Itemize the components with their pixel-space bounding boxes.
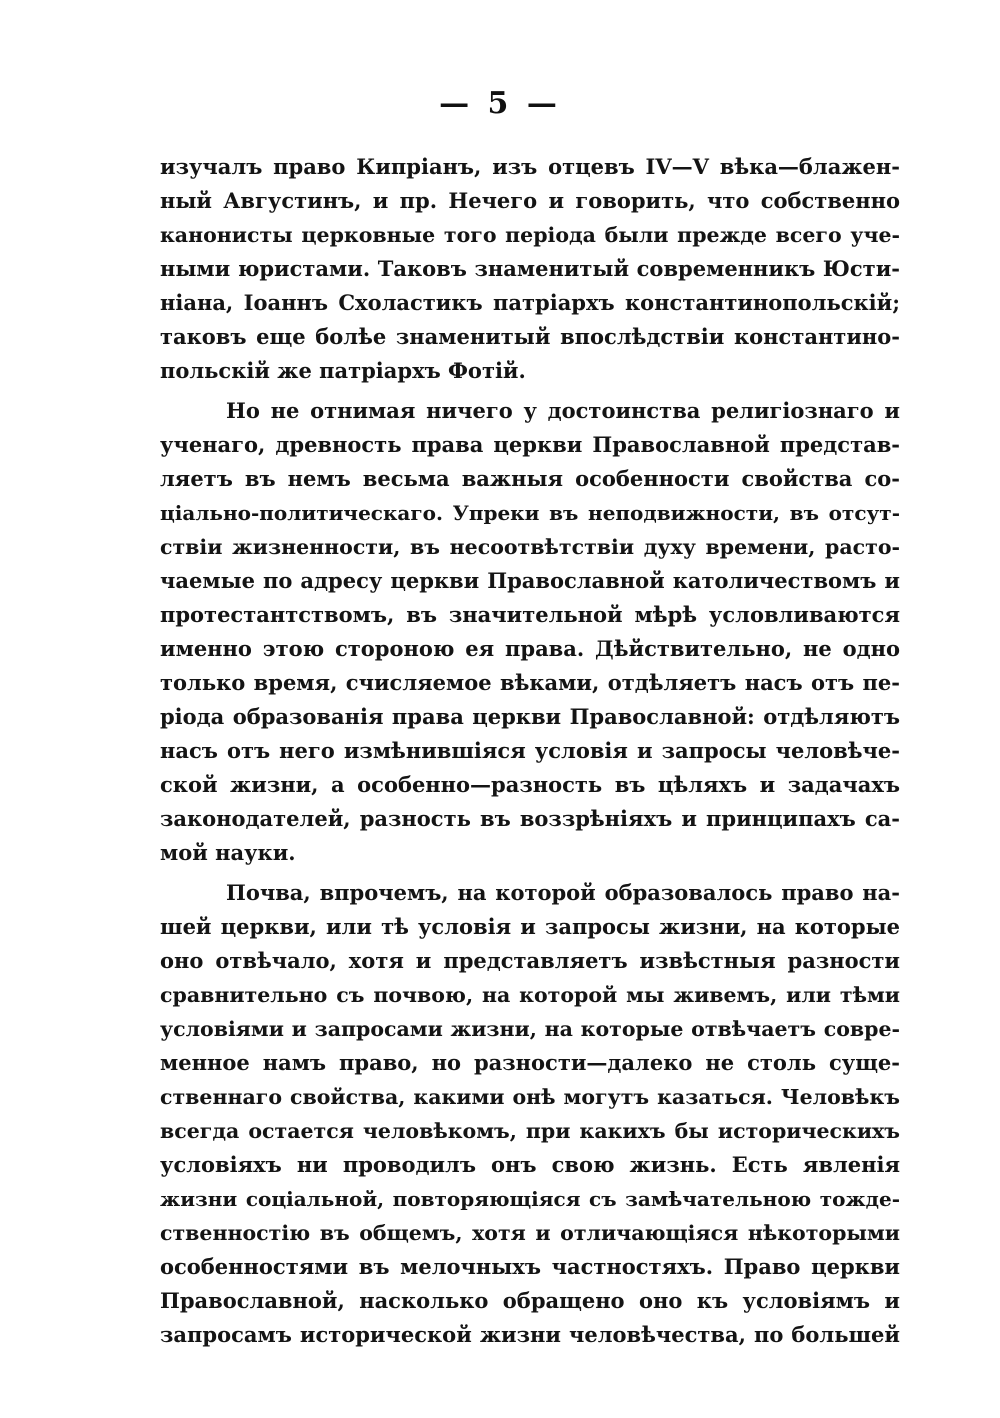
- text-line: таковъ еще болѣе знаменитый впослѣдствіи константино-: [160, 324, 900, 349]
- text-line: ціально-политическаго. Упреки въ неподвижности, въ отсут-: [160, 501, 900, 525]
- text-line: польскій же патріархъ Фотій.: [160, 358, 526, 383]
- text-line: условіями и запросами жизни, на которые отвѣчаетъ совре-: [160, 1017, 900, 1041]
- text-line: шей церкви, или тѣ условія и запросы жизни, на которые: [160, 914, 900, 939]
- text-line: мой науки.: [160, 840, 296, 865]
- text-line: ственнаго свойства, какими онѣ могутъ казаться. Человѣкъ: [160, 1085, 900, 1109]
- text-line: только время, счисляемое вѣками, отдѣляетъ насъ отъ пе-: [160, 670, 900, 695]
- text-line: ными юристами. Таковъ знаменитый современникъ Юсти-: [160, 256, 900, 281]
- text-line: запросамъ исторической жизни человѣчества, по большей: [160, 1322, 900, 1347]
- text-line: изучалъ право Кипріанъ, изъ отцевъ IV—V вѣка—блажен-: [160, 154, 900, 179]
- text-line: ственностію въ общемъ, хотя и отличающіяся нѣкоторыми: [160, 1221, 900, 1245]
- text-line: жизни соціальной, повторяющіяся съ замѣчательною тожде-: [160, 1187, 900, 1211]
- text-line: всегда остается человѣкомъ, при какихъ бы историческихъ: [160, 1119, 900, 1143]
- text-line: менное намъ право, но разности—далеко не столь суще-: [160, 1050, 900, 1075]
- text-line: условіяхъ ни проводилъ онъ свою жизнь. Есть явленія: [160, 1152, 900, 1177]
- page-body: [160, 150, 900, 1352]
- text-line: ствіи жизненности, въ несоотвѣтствіи духу времени, расто-: [160, 535, 900, 559]
- text-line: законодателей, разность въ воззрѣніяхъ и принципахъ са-: [160, 806, 900, 831]
- page-number: — 5 —: [439, 86, 561, 121]
- text-line: канонисты церковные того періода были прежде всего уче-: [160, 223, 900, 247]
- text-line: насъ отъ него измѣнившіяся условія и запросы человѣче-: [160, 738, 900, 763]
- text-line: ніана, Іоаннъ Схоластикъ патріархъ константинопольскій;: [160, 290, 900, 315]
- text-line: сравнительно съ почвою, на которой мы живемъ, или тѣми: [160, 983, 900, 1007]
- text-line: ріода образованія права церкви Православной: отдѣляютъ: [160, 704, 900, 729]
- text-line: Православной, насколько обращено оно къ условіямъ и: [160, 1288, 900, 1313]
- text-line: ученаго, древность права церкви Православной представ-: [160, 432, 900, 457]
- text-line: ской жизни, а особенно—разность въ цѣляхъ и задачахъ: [160, 772, 900, 797]
- paragraph-first-line: Но не отнимая ничего у достоинства религіознаго и: [226, 398, 900, 423]
- paragraph-first-line: Почва, впрочемъ, на которой образовалось право на-: [226, 880, 900, 905]
- text-line: протестантствомъ, въ значительной мѣрѣ условливаются: [160, 602, 900, 627]
- text-line: чаемые по адресу церкви Православной католичествомъ и: [160, 568, 900, 593]
- text-line: оно отвѣчало, хотя и представляетъ извѣстныя разности: [160, 948, 900, 973]
- text-line: именно этою стороною ея права. Дѣйствительно, не одно: [160, 636, 900, 661]
- text-line: ный Августинъ, и пр. Нечего и говорить, что собственно: [160, 188, 900, 213]
- text-line: особенностями въ мелочныхъ частностяхъ. Право церкви: [160, 1254, 900, 1279]
- text-line: ляетъ въ немъ весьма важныя особенности свойства со-: [160, 466, 900, 491]
